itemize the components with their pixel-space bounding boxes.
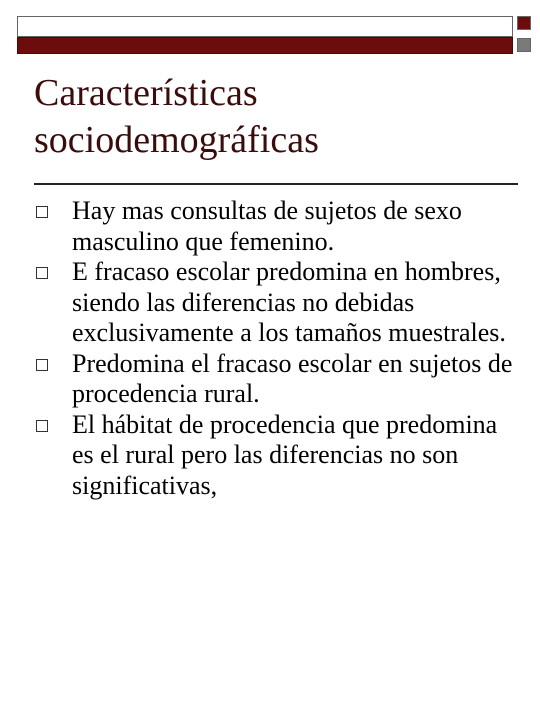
slide-title [34, 70, 514, 164]
hollow-square-bullet-icon [36, 206, 48, 218]
title-divider [34, 183, 518, 185]
slide-title-line-1: Características [34, 72, 258, 114]
bullet-item [34, 410, 524, 502]
corner-square-lower [517, 38, 531, 52]
bullet-item [34, 196, 524, 257]
bullet-text: Predomina el fracaso escolar en sujetos de procedencia rural. [72, 348, 513, 408]
bullet-text: E fracaso escolar predomina en hombres, siendo las diferencias no debidas exclusivamente a los tamaños muestrales. [72, 257, 506, 347]
corner-square-upper [517, 16, 531, 30]
bullet-text: El hábitat de procedencia que predomina es el rural pero las diferencias no son significativas, [72, 409, 498, 500]
bullet-list [34, 196, 524, 501]
hollow-square-bullet-icon [36, 420, 48, 432]
slide-title-line-2: sociodemográficas [34, 119, 319, 161]
bullet-text: Hay mas consultas de sujetos de sexo masculino que femenino. [72, 196, 462, 256]
header-band [17, 16, 513, 37]
hollow-square-bullet-icon [36, 267, 48, 279]
hollow-square-bullet-icon [36, 359, 48, 371]
bullet-item [34, 257, 524, 349]
bullet-item [34, 349, 524, 410]
header-maroon-bar [17, 37, 513, 54]
